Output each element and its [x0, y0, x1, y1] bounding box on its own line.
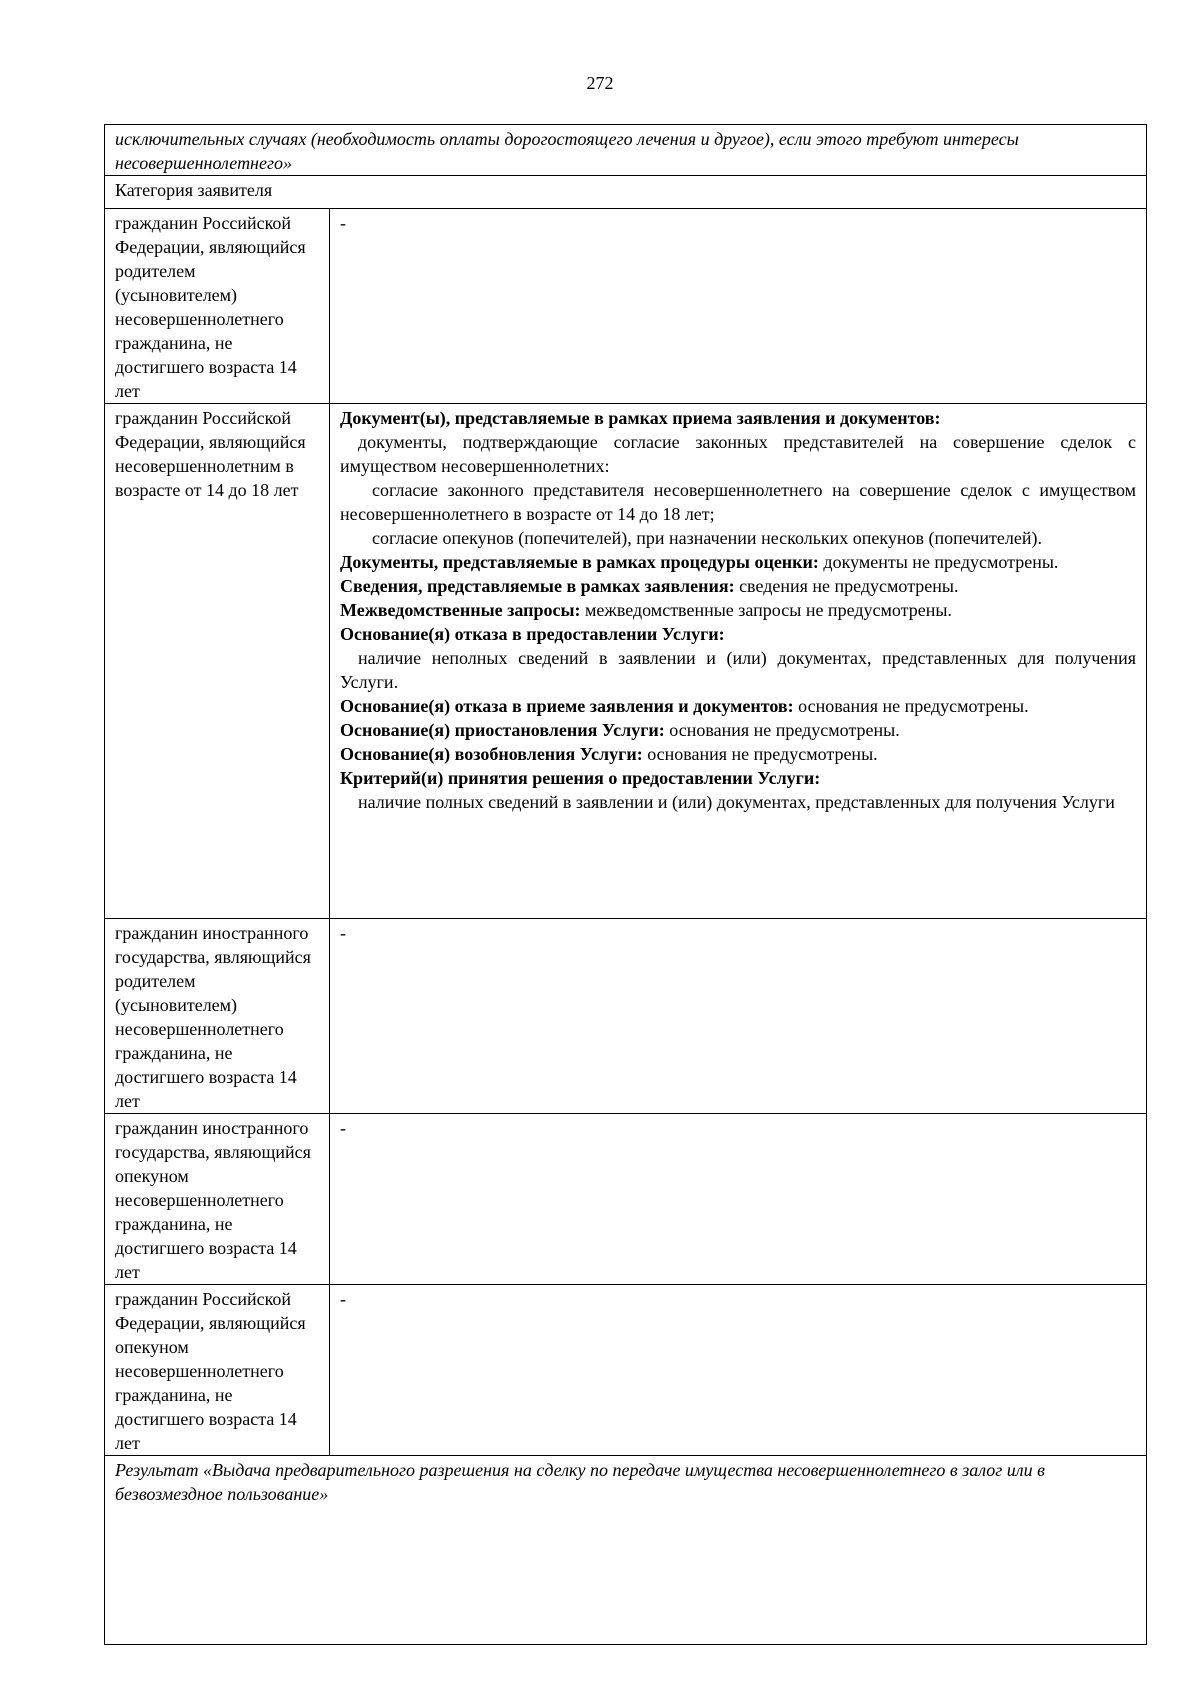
page-number: 272: [586, 73, 614, 93]
value-cell: -: [330, 1114, 1147, 1285]
applicant-cell: гражданин Российской Федерации, являющийся родителем (усыновителем) несовершеннолетнего гражданина, не достигшего возраста 14 лет: [105, 209, 330, 404]
table-row: [105, 919, 1147, 1114]
table-row: [105, 1114, 1147, 1285]
table-row: [105, 1456, 1147, 1645]
resume-paragraph: Основание(я) возобновления Услуги: основания не предусмотрены.: [340, 744, 878, 764]
info-paragraph: Сведения, представляемые в рамках заявления: сведения не предусмотрены.: [340, 576, 959, 596]
refuse-heading: Основание(я) отказа в предоставлении Услуги:: [340, 624, 725, 644]
header-text: исключительных случаях (необходимость оплаты дорогостоящего лечения и другое), если этого требуют интересы несовершеннолетнего»: [105, 125, 1147, 176]
docs-heading: Документ(ы), представляемые в рамках приема заявления и документов:: [340, 408, 941, 428]
result-text: Результат «Выдача предварительного разрешения на сделку по передаче имущества несовершеннолетнего в залог или в безвозмездное пользование»: [105, 1456, 1147, 1645]
service-table: [104, 124, 1147, 1645]
suspend-paragraph: Основание(я) приостановления Услуги: основания не предусмотрены.: [340, 720, 900, 740]
inter-paragraph: Межведомственные запросы: межведомственные запросы не предусмотрены.: [340, 600, 952, 620]
applicant-cell: гражданин Российской Федерации, являющийся опекуном несовершеннолетнего гражданина, не достигшего возраста 14 лет: [105, 1285, 330, 1456]
value-cell: -: [330, 209, 1147, 404]
table-row: [105, 404, 1147, 919]
value-cell: -: [330, 919, 1147, 1114]
details-cell: [330, 404, 1147, 919]
table-row: [105, 176, 1147, 209]
applicant-cell: гражданин иностранного государства, являющийся родителем (усыновителем) несовершеннолетнего гражданина, не достигшего возраста 14 лет: [105, 919, 330, 1114]
category-label: Категория заявителя: [105, 176, 1147, 209]
applicant-cell: гражданин Российской Федерации, являющийся несовершеннолетним в возрасте от 14 до 18 лет: [105, 404, 330, 919]
table-row: [105, 125, 1147, 176]
criteria-item: наличие полных сведений в заявлении и (или) документах, представленных для получения Услуги: [358, 792, 1115, 812]
refuse-item: наличие неполных сведений в заявлении и (или) документах, представленных для получения Услуги.: [340, 648, 1136, 692]
applicant-cell: гражданин иностранного государства, являющийся опекуном несовершеннолетнего гражданина, не достигшего возраста 14 лет: [105, 1114, 330, 1285]
criteria-heading: Критерий(и) принятия решения о предоставлении Услуги:: [340, 768, 821, 788]
docs-item: согласие законного представителя несовершеннолетнего на совершение сделок с имуществом несовершеннолетнего в возрасте от 14 до 18 лет;: [340, 480, 1136, 524]
value-cell: -: [330, 1285, 1147, 1456]
table-row: [105, 209, 1147, 404]
eval-paragraph: Документы, представляемые в рамках процедуры оценки: документы не предусмотрены.: [340, 552, 1059, 572]
docs-item: документы, подтверждающие согласие законных представителей на совершение сделок с имуществом несовершеннолетних:: [340, 432, 1136, 476]
table-row: [105, 1285, 1147, 1456]
reject-paragraph: Основание(я) отказа в приеме заявления и документов: основания не предусмотрены.: [340, 696, 1029, 716]
docs-item: согласие опекунов (попечителей), при назначении нескольких опекунов (попечителей).: [372, 528, 1042, 548]
